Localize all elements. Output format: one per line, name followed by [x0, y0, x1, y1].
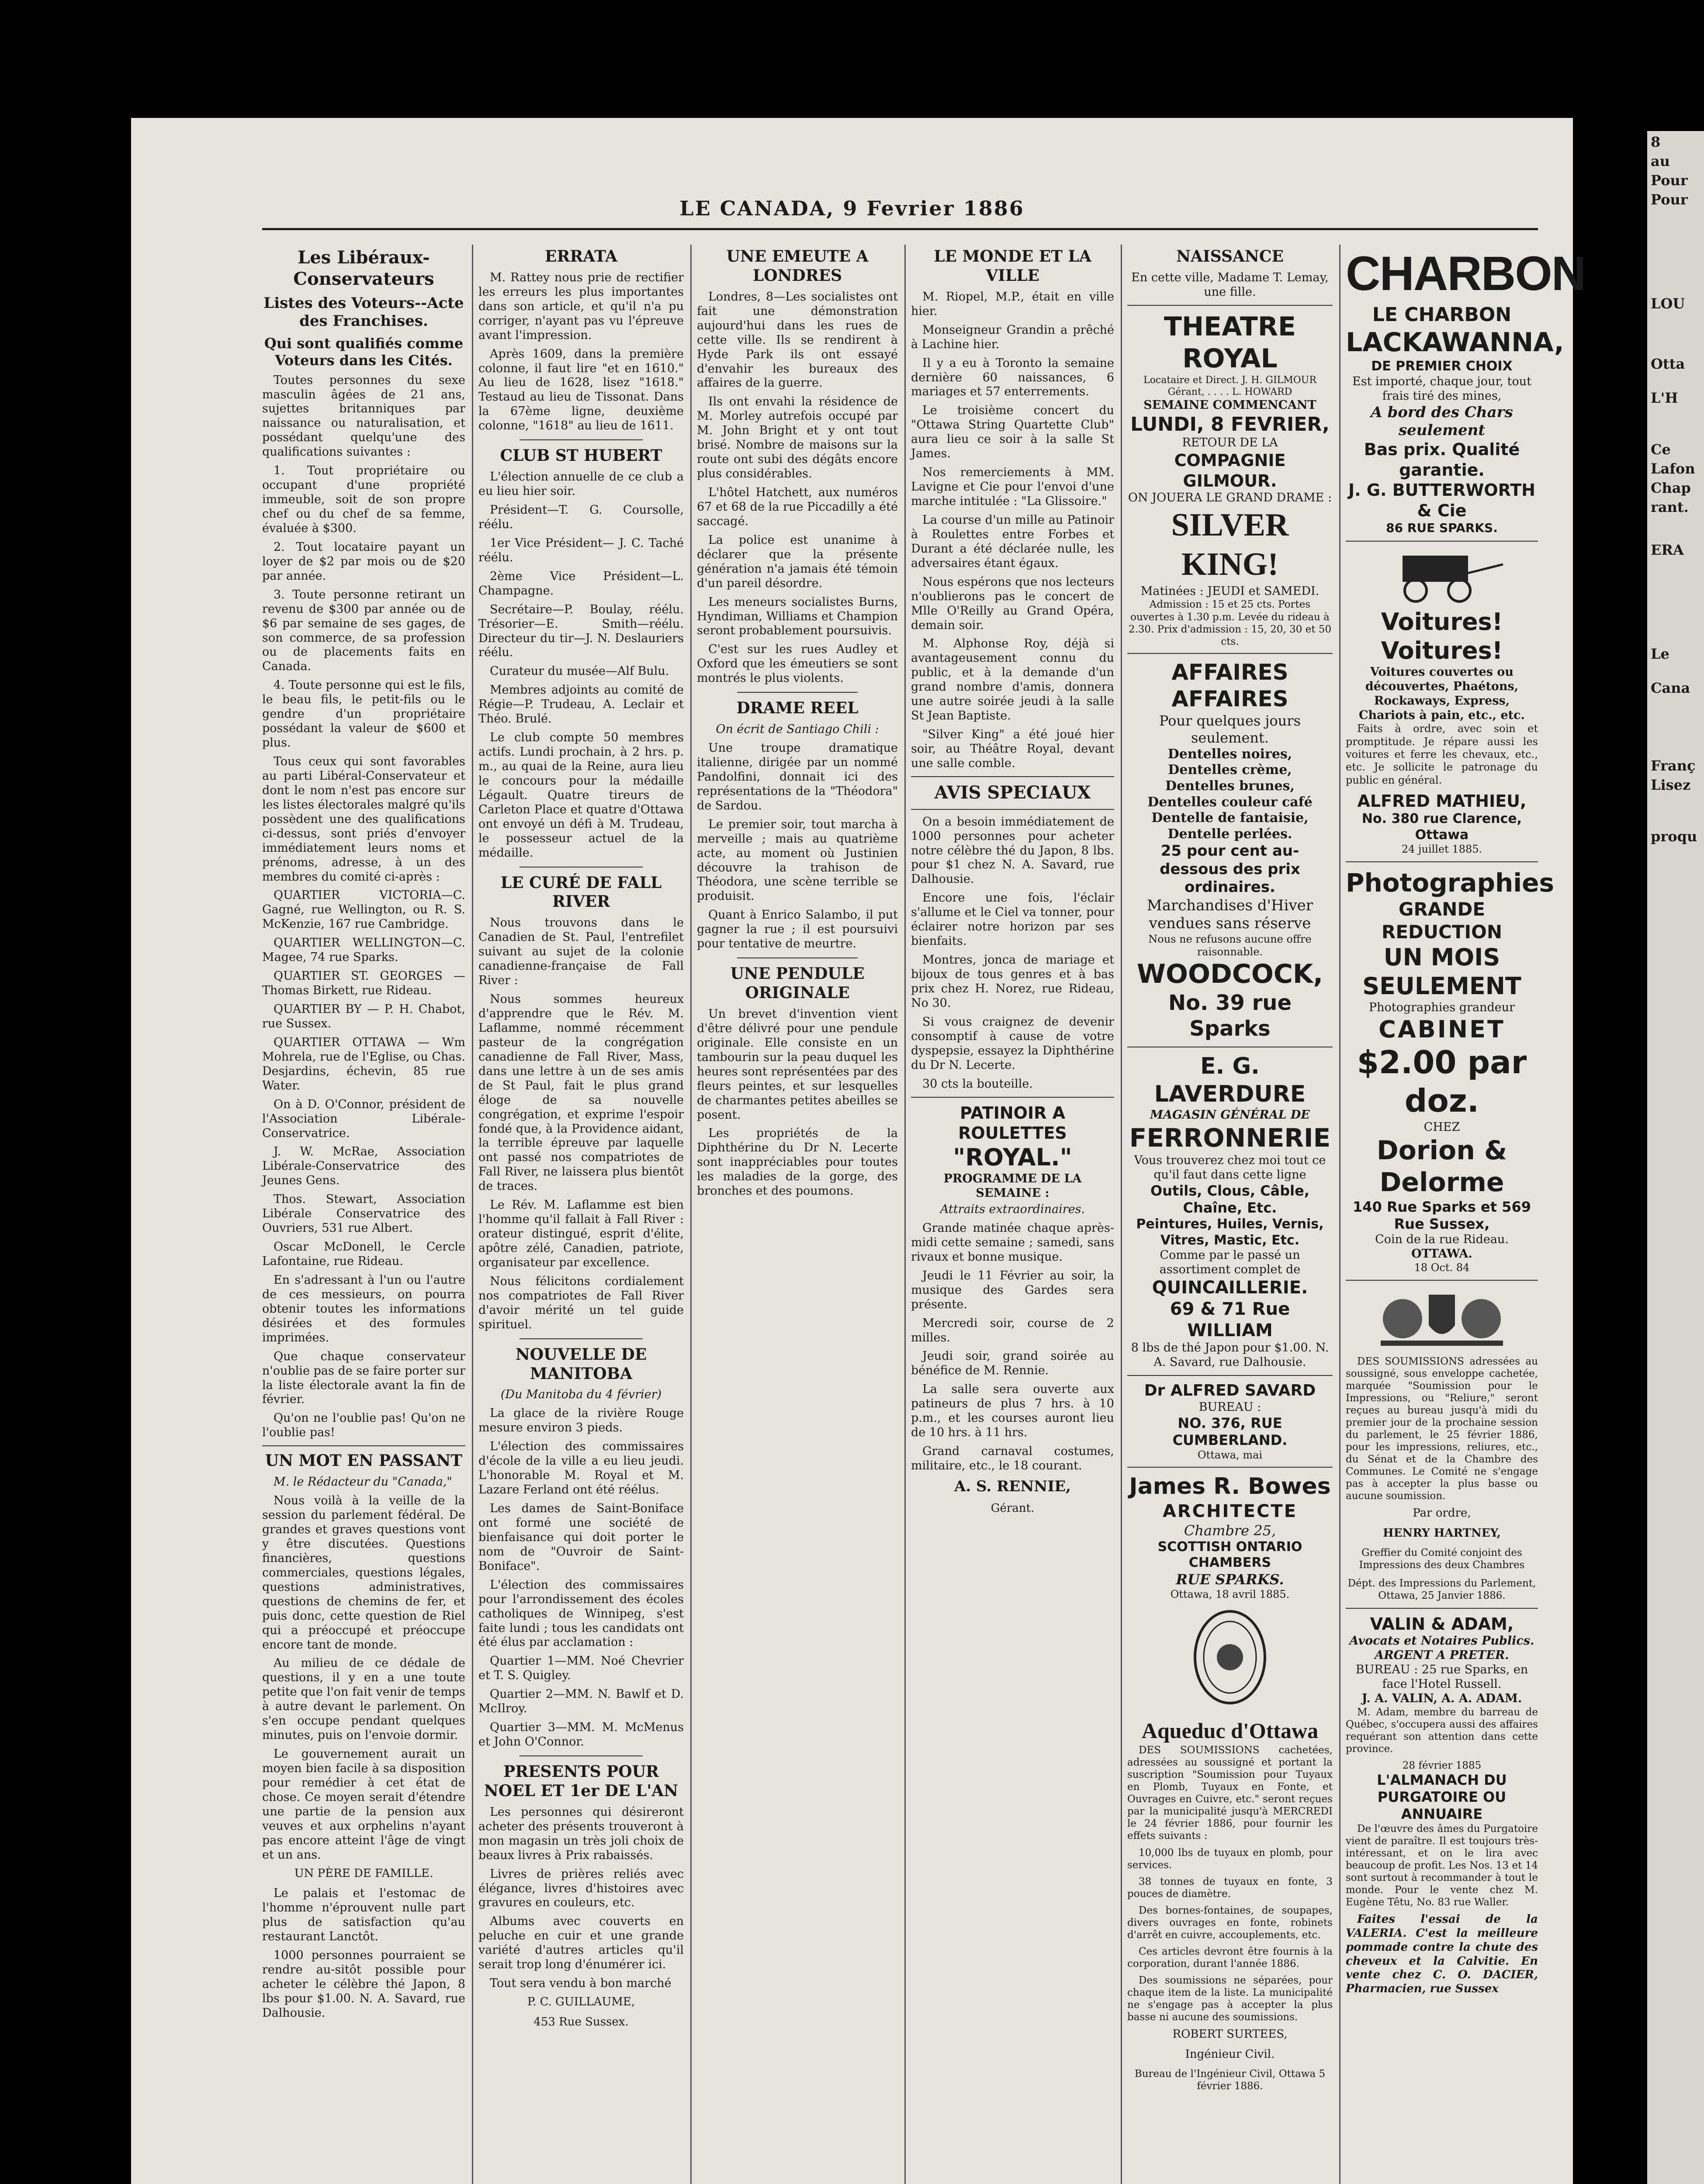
- divider: [1346, 1608, 1538, 1609]
- ad-text: Admission : 15 et 25 cts. Portes ouvertes à 1.30 p.m. Levée du rideau à 2.30. Prix d'admission : 15, 20, 30 et 50 cts.: [1128, 599, 1332, 647]
- paragraph: DES SOUMISSIONS cachetées, adressées au soussigné et portant la suscription "Soumission pour Tuyaux en Plomb, Tuyaux en Fonte, et Ouvrages en Cuivre, etc." seront reçues par la municipalité jusqu'à MERCREDI le 24 février 1886, pour fournir les effets suivants :: [1127, 1745, 1333, 1842]
- ad-headline: E. G. LAVERDURE: [1154, 1053, 1306, 1107]
- paragraph: Président—T. G. Coursolle, réélu.: [478, 503, 684, 531]
- paragraph: Une troupe dramatique italienne, dirigée par un nommé Pandolfini, donnait ici des représentations de la "Théodora" de Sardou.: [697, 741, 898, 812]
- ad-item: Dentelles couleur café: [1147, 794, 1313, 810]
- paragraph: M. Alphonse Roy, déjà si avantageusement connu du public, et à la demande d'un grand nombre d'amis, donnera une autre soirée jeudi à la salle St Jean Baptiste.: [911, 637, 1114, 723]
- divider: [737, 957, 858, 958]
- ad-text: Voitures couvertes ou découvertes, Phaétons, Rockaways, Express, Chariots à pain, etc., etc.: [1359, 665, 1525, 722]
- paragraph: Faits à ordre, avec soin et promptitude. Je répare aussi les voitures et ferre les chevaux, etc., etc. Je sollicite le patronage du public en général.: [1346, 722, 1538, 786]
- ad-headline: L'ALMANACH DU PURGATOIRE OU ANNUAIRE: [1377, 1771, 1507, 1823]
- fragment: Otta: [1651, 356, 1685, 372]
- ad-text: OTTAWA.: [1411, 1247, 1472, 1261]
- ad-item: Dentelle perlées.: [1167, 826, 1292, 842]
- ad-price: $2.00 par doz.: [1357, 1044, 1527, 1120]
- paragraph: 38 tonnes de tuyaux en fonte, 3 pouces de diamètre.: [1127, 1876, 1333, 1900]
- paragraph: Grande matinée chaque après-midi cette semaine ; samedi, sans rivaux et bonne musique.: [911, 1221, 1114, 1264]
- fragment: Le: [1651, 646, 1669, 662]
- paragraph: L'élection des commissaires d'école de la ville a eu lieu jeudi. L'honorable M. Royal et M. Lazare Ferland ont été réélus.: [478, 1440, 684, 1497]
- list-item: Thos. Stewart, Association Libérale Conservatrice des Ouvriers, 531 rue Albert.: [262, 1192, 465, 1235]
- seal-icon: [1127, 1607, 1333, 1711]
- signature: A. S. RENNIE,: [954, 1477, 1071, 1495]
- signature: P. C. GUILLAUME,: [527, 1995, 635, 2009]
- ad-headline: UN MOIS SEULEMENT: [1362, 943, 1521, 1000]
- ad-address: BUREAU : 25 rue Sparks, en face l'Hotel Russell.: [1355, 1662, 1528, 1691]
- paragraph: 1er Vice Président— J. C. Taché réélu.: [478, 536, 684, 564]
- ad-text: A bord des Chars seulement: [1371, 403, 1513, 439]
- paragraph: Quartier 2—MM. N. Bawlf et D. McIlroy.: [478, 1687, 684, 1716]
- divider: [1127, 653, 1333, 654]
- paragraph: Ces articles devront être fournis à la corporation, durant l'année 1886.: [1127, 1946, 1333, 1970]
- divider: [520, 1338, 643, 1339]
- paragraph: Nos remerciements à MM. Lavigne et Cie pour l'envoi d'une marche intitulée : "La Glissoire.": [911, 466, 1114, 508]
- ad-text: J. A. VALIN, A. A. ADAM.: [1361, 1691, 1522, 1705]
- ad-headline: ALFRED MATHIEU,: [1357, 791, 1527, 811]
- column-separator: [1121, 245, 1122, 2184]
- ad-headline: Photographies: [1346, 867, 1555, 898]
- column-separator: [690, 245, 692, 2184]
- column-6: [1346, 245, 1586, 2184]
- paragraph: 2. Tout locataire payant un loyer de $2 par mois ou de $20 par année.: [262, 540, 465, 583]
- signature: UN PÈRE DE FAMILLE.: [294, 1866, 433, 1880]
- paragraph: M. Riopel, M.P., était en ville hier.: [911, 290, 1114, 318]
- paragraph: Des soumissions ne séparées, pour chaque item de la liste. La municipalité ne s'engage pas à accepter la plus basse ni aucune des soumissions.: [1127, 1974, 1333, 2023]
- paragraph: Mercredi soir, course de 2 milles.: [911, 1316, 1114, 1344]
- list-item: QUARTIER ST. GEORGES — Thomas Birkett, rue Rideau.: [262, 969, 465, 998]
- paragraph: C'est sur les rues Audley et Oxford que les émeutiers se sont montrés le plus violents.: [697, 643, 898, 685]
- ad-item: Dentelles noires,: [1167, 746, 1292, 762]
- ad-item: Dentelles crème,: [1168, 762, 1292, 778]
- fragment: Ce: [1651, 441, 1671, 458]
- paragraph: Après 1609, dans la première colonne, il faut lire "et en 1610." Au lieu de 1628, lisez "1618." Testaud au lieu de Tissonat. Dans la 67ème ligne, deuxième colonne, "1618" au lieu de 1611.: [478, 347, 684, 433]
- divider: [911, 776, 1114, 777]
- ad-headline: SILVER KING!: [1171, 507, 1289, 583]
- ad-text: CABINET: [1378, 1015, 1505, 1043]
- fragment: rant.: [1651, 499, 1689, 515]
- paragraph: Des bornes-fontaines, de soupapes, divers ouvrages en fonte, robinets d'arrêt en cuivre, accouplements, etc.: [1127, 1904, 1333, 1941]
- paragraph: Les meneurs socialistes Burns, Hyndiman, Williams et Champion seront probablement poursuivis.: [697, 595, 898, 638]
- ad-headline: LACKAWANNA,: [1346, 327, 1564, 358]
- ad-headline: Dorion & Delorme: [1376, 1135, 1507, 1198]
- paragraph: Tout sera vendu à bon marché: [490, 1977, 672, 1990]
- paragraph: Encore une fois, l'éclair s'allume et le Ciel va tonner, pour éclairer notre horizon par ses bienfaits.: [911, 891, 1114, 948]
- paragraph: Tous ceux qui sont favorables au parti Libéral-Conservateur et dont le nom n'est pas encore sur les listes électorales malgré qu'ils possèdent une des qualifications ci-dessus, sont priés d'envoyer immédiatement leurs noms et prénoms, adresse, à un des membres du comité ci-après :: [262, 755, 465, 884]
- ad-text: Comme par le passé un assortiment complet de: [1159, 1248, 1301, 1277]
- paragraph: 30 cts la bouteille.: [922, 1077, 1033, 1091]
- paragraph: Ils ont envahi la résidence de M. Morley autrefois occupé par M. John Bright et y ont tout brisé. Nombre de maisons sur la route ont subi des dégâts encore plus considérables.: [697, 395, 898, 481]
- paragraph: Que chaque conservateur n'oublie pas de se faire porter sur la liste électorale avant la fin de février.: [262, 1349, 465, 1406]
- fragment: au: [1651, 153, 1670, 169]
- paragraph: En s'adressant à l'un ou l'autre de ces messieurs, on pourra obtenir toutes les informations désirées et des formules imprimées.: [262, 1273, 465, 1344]
- ad-headline: AFFAIRES AFFAIRES: [1171, 659, 1288, 712]
- ad-text: Est importé, chaque jour, tout frais tiré des mines,: [1352, 374, 1531, 403]
- divider: [911, 809, 1114, 810]
- paragraph: Si vous craignez de devenir consomptif à cause de votre dyspepsie, essayez la Diphthérine du Dr N. Lecerte.: [911, 1015, 1114, 1072]
- paragraph: Le premier soir, tout marcha à merveille ; mais au quatrième acte, au moment où Justinien découvre la trahison de Théodora, une scène terrible se produisit.: [697, 817, 898, 903]
- fragment: Franç: [1651, 757, 1696, 774]
- paragraph: Au milieu de ce dédale de questions, il y en a une toute petite que l'on fait venir de temps à autre devant le parlement. On s'en occupe pendant quelques minutes, puis on l'envoie dormir.: [262, 1656, 465, 1742]
- article-title: UNE PENDULE ORIGINALE: [730, 964, 865, 1002]
- ad-headline: J. G. BUTTERWORTH & Cie: [1348, 480, 1535, 520]
- paragraph: Nous félicitons cordialement nos compatriotes de Fall River d'avoir mérité un tel guide spirituel.: [478, 1274, 684, 1331]
- paragraph: La salle sera ouverte aux patineurs de plus 7 hrs. à 10 p.m., et les courses auront lieu de 10 hrs. à 11 hrs.: [911, 1382, 1114, 1440]
- paragraph: En cette ville, Madame T. Lemay, une fille.: [1131, 270, 1329, 299]
- fragment: Pour: [1651, 172, 1688, 189]
- list-item: Oscar McDonell, le Cercle Lafontaine, rue Rideau.: [262, 1240, 465, 1268]
- article-title: ERRATA: [545, 247, 617, 266]
- divider: [262, 1445, 465, 1446]
- paragraph: Le troisième concert du "Ottawa String Quartette Club" aura lieu ce soir à la salle St James.: [911, 404, 1114, 461]
- list-item: QUARTIER BY — P. H. Chabot, rue Sussex.: [262, 1002, 465, 1030]
- fragment: ERA: [1651, 542, 1684, 558]
- ad-address: 140 Rue Sparks et 569 Rue Sussex,: [1353, 1199, 1531, 1233]
- paragraph: Quartier 3—MM. M. McMenus et John O'Connor.: [478, 1721, 684, 1749]
- paragraph: Le palais et l'estomac de l'homme n'éprouvent nulle part plus de satisfaction qu'au restaurant Lanctôt.: [262, 1887, 465, 1944]
- column-separator: [472, 245, 473, 2184]
- paragraph: Secrétaire—P. Boulay, réélu. Trésorier—E. Smith—réélu. Directeur du tir—J. N. Deslauriers réélu.: [478, 602, 684, 660]
- ad-text: SEMAINE COMMENCANT: [1143, 398, 1316, 412]
- paragraph: "Silver King" a été joué hier soir, au Théâtre Royal, devant une salle comble.: [911, 728, 1114, 770]
- article-title: CLUB ST HUBERT: [500, 446, 662, 465]
- divider: [737, 692, 858, 693]
- ad-address: No. 380 rue Clarence, Ottawa: [1361, 811, 1522, 843]
- paragraph: 1000 personnes pourraient se rendre au-sitôt possible pour acheter le célèbre thé Japon, 8 lbs pour $1.00. N. A. Savard, rue Dalhousie.: [262, 1949, 465, 2020]
- address: 453 Rue Sussex.: [533, 2015, 629, 2028]
- ad-date: Ottawa, 18 avril 1885.: [1170, 1588, 1290, 1600]
- ad-text: 25 pour cent au-dessous des prix ordinaires.: [1160, 842, 1300, 896]
- ad-text: LE CHARBON: [1372, 304, 1512, 326]
- ad-title: THEATRE ROYAL: [1164, 311, 1296, 374]
- column-2: [478, 245, 684, 2184]
- paragraph: Jeudi le 11 Février au soir, la musique des Gardes sera présente.: [911, 1268, 1114, 1311]
- article-subtitle: (Du Manitoba du 4 février): [500, 1388, 662, 1402]
- coat-of-arms-icon: [1346, 1286, 1538, 1355]
- paragraph: La police est unanime à déclarer que la présente génération n'a jamais été témoin d'un pareil désordre.: [697, 533, 898, 590]
- ad-text: Chambre 25,: [1184, 1522, 1276, 1539]
- article-subtitle: On écrit de Santiago Chili :: [716, 722, 879, 736]
- ad-address: RUE SPARKS.: [1176, 1571, 1284, 1588]
- paragraph: Quant à Enrico Salambo, il put gagner la rue ; il est poursuivi pour tentative de meurtre.: [697, 908, 898, 951]
- ad-text: 8 lbs de thé Japon pour $1.00. N. A. Savard, rue Dalhousie.: [1131, 1341, 1329, 1369]
- fragment: L'H: [1651, 390, 1678, 406]
- ad-text: Bas prix. Qualité garantie.: [1364, 440, 1520, 480]
- fragment: Lafon: [1651, 460, 1695, 477]
- ad-text: Matinées : JEUDI et SAMEDI.: [1140, 584, 1320, 598]
- paragraph: Le Rév. M. Laflamme est bien l'homme qu'il fallait à Fall River : orateur distingué, esprit d'élite, apôtre zélé, Canadien, patriote, organisateur par excellence.: [478, 1198, 684, 1269]
- ad-text: COMPAGNIE GILMOUR.: [1174, 451, 1286, 491]
- ad-text: CHEZ: [1423, 1120, 1460, 1134]
- divider: [1127, 305, 1333, 306]
- ad-date: 28 février 1885: [1402, 1759, 1482, 1771]
- paragraph: Il y a eu à Toronto la semaine dernière 60 naissances, 6 mariages et 57 enterrements.: [911, 356, 1114, 399]
- ad-text: RETOUR DE LA: [1182, 436, 1278, 450]
- paragraph: Les dames de Saint-Boniface ont formé une société de bienfaisance qui doit porter le nom de "Ouvroir de Saint-Boniface".: [478, 1502, 684, 1573]
- program-subtitle: Attraits extraordinaires.: [940, 1203, 1085, 1216]
- col1-subtitle2: Qui sont qualifiés comme Voteurs dans les Cités.: [264, 335, 464, 369]
- ad-address: NO. 376, RUE CUMBERLAND.: [1172, 1415, 1288, 1449]
- paragraph: Londres, 8—Les socialistes ont fait une démonstration aujourd'hui dans les rues de cette ville. Ils se rendirent à Hyde Park ils ont essayé d'envahir les bureaux des affaires de la guerre.: [697, 290, 898, 390]
- ad-text: Vous trouverez chez moi tout ce qu'il faut dans cette ligne: [1134, 1154, 1326, 1182]
- ad-text: Nous ne refusons aucune offre raisonnable.: [1148, 933, 1312, 958]
- paragraph: L'élection annuelle de ce club a eu lieu hier soir.: [478, 470, 684, 498]
- ad-text: BUREAU :: [1198, 1400, 1261, 1414]
- signature: HENRY HARTNEY,: [1383, 1526, 1501, 1540]
- ad-address: 86 RUE SPARKS.: [1386, 520, 1498, 535]
- article-title: UN MOT EN PASSANT: [265, 1451, 463, 1470]
- ad-date: Bureau de l'Ingénieur Civil, Ottawa 5 février 1886.: [1134, 2068, 1326, 2092]
- ad-item: Dentelle de fantaisie,: [1151, 810, 1309, 826]
- ad-text: Faites l'essai de la VALERIA. C'est la meilleure pommade contre la chute des cheveux et la Calvitie. En vente chez C. O. DACIER, Pharmacien, rue Sussex: [1346, 1913, 1538, 1995]
- paragraph: Nous sommes heureux d'apprendre que le Rév. M. Laflamme, nommé récemment pasteur de la congrégation canadienne de Fall River, Mass, dans une lettre à un de ses amis de St Paul, fait le plus grand éloge de sa nouvelle congrégation, et exprime l'espoir fondé que, à la Providence aidant, la terrible épreuve par laquelle ont passé nos compatriotes de Fall River, ne laissera plus bientôt de traces.: [478, 992, 684, 1193]
- ad-text: Pour quelques jours seulement.: [1159, 712, 1301, 746]
- ad-date: 18 Oct. 84: [1414, 1261, 1470, 1274]
- list-item: QUARTIER VICTORIA—C. Gagné, rue Wellington, ou R. S. McKenzie, 167 rue Cambridge.: [262, 888, 465, 931]
- ad-text: Peintures, Huiles, Vernis, Vitres, Mastic, Etc.: [1136, 1216, 1324, 1248]
- paragraph: Curateur du musée—Alf Bulu.: [490, 664, 669, 678]
- fragment: LOU: [1651, 295, 1685, 312]
- fragment: Cana: [1651, 680, 1690, 696]
- ad-text: GRANDE REDUCTION: [1382, 898, 1502, 943]
- paragraph: Monseigneur Grandin a prêché à Lachine hier.: [911, 323, 1114, 351]
- paragraph: M. Adam, membre du barreau de Québec, s'occupera aussi des affaires requérant son attention dans cette province.: [1346, 1706, 1538, 1755]
- ad-item: Dentelles brunes,: [1165, 778, 1295, 794]
- ad-text: SCOTTISH ONTARIO CHAMBERS: [1157, 1539, 1302, 1571]
- paragraph: La glace de la rivière Rouge mesure environ 3 pieds.: [478, 1406, 684, 1435]
- signature: Par ordre,: [1413, 1507, 1471, 1520]
- ad-address: 69 & 71 Rue WILLIAM: [1170, 1299, 1290, 1341]
- paragraph: Albums avec couverts en peluche en cuir et une grande variété d'autres articles qu'il serait trop long d'énumérer ici.: [478, 1914, 684, 1972]
- carriage-icon: [1346, 547, 1538, 608]
- paragraph: 3. Toute personne retirant un revenu de $300 par année ou de $6 par semaine de ses gages, de son commerce, de sa profession ou de placements faits en Canada.: [262, 587, 465, 674]
- ad-text: Coin de la rue Rideau.: [1375, 1233, 1509, 1247]
- article-title: PRESENTS POUR NOEL ET 1er DE L'AN: [484, 1762, 679, 1800]
- ad-text: Avocats et Notaires Publics.: [1349, 1634, 1534, 1648]
- list-item: QUARTIER WELLINGTON—C. Magee, 74 rue Sparks.: [262, 936, 465, 964]
- paragraph: Toutes personnes du sexe masculin âgées de 21 ans, sujettes britanniques par naissance ou naturalisation, et possédant quelqu'une des qualifications suivantes :: [262, 373, 465, 459]
- column-3: [697, 245, 898, 2184]
- ad-headline: Dr ALFRED SAVARD: [1144, 1382, 1316, 1400]
- salutation: M. le Rédacteur du "Canada,": [274, 1475, 452, 1489]
- column-1: [262, 245, 465, 2184]
- ad-text: Marchandises d'Hiver vendues sans réserve: [1146, 896, 1313, 933]
- ad-text: Photographies grandeur: [1368, 1000, 1515, 1014]
- divider: [520, 439, 643, 440]
- fragment: Lisez: [1651, 777, 1691, 793]
- list-item: J. W. McRae, Association Libérale-Conservatrice des Jeunes Gens.: [262, 1145, 465, 1188]
- header-rule: [262, 228, 1538, 230]
- paragraph: Un brevet d'invention vient d'être délivré pour une pendule originale. Elle consiste en un tambourin sur la peau duquel les heures sont représentées par des fleurs peintes, et sur lesquelles de charmantes petites abeilles se posent.: [697, 1007, 898, 1122]
- divider: [1127, 1467, 1333, 1468]
- paragraph: Grand carnaval costumes, militaire, etc., le 18 courant.: [911, 1444, 1114, 1473]
- col1-subtitle: Listes des Voteurs--Acte des Franchises.: [263, 294, 464, 330]
- ad-headline: FERRONNERIE: [1129, 1123, 1331, 1153]
- ad-title: PATINOIR A ROULETTES: [958, 1103, 1067, 1143]
- fragment: Pour: [1651, 191, 1688, 208]
- signature-role: Greffier du Comité conjoint des Impressions des deux Chambres: [1359, 1547, 1525, 1571]
- ad-text: ARCHITECTE: [1162, 1501, 1298, 1521]
- paragraph: La course d'un mille au Patinoir à Roulettes entre Forbes et Durant a été déclarée nulle, les adversaires étant égaux.: [911, 513, 1114, 570]
- divider: [520, 1755, 643, 1756]
- paragraph: De l'œuvre des âmes du Purgatoire vient de paraître. Il est toujours très-intéressant, et on le lira avec beaucoup de profit. Les Nos. 13 et 14 sont surtout à recommander à tout le monde. Pour le vente chez M. Eugène Têtu, No. 83 rue Waller.: [1346, 1823, 1538, 1908]
- program-title: PROGRAMME DE LA SEMAINE :: [943, 1172, 1082, 1200]
- ad-headline: CHARBON: [1346, 247, 1586, 301]
- paragraph: 2ème Vice Président—L. Champagne.: [478, 569, 684, 598]
- paragraph: Nous voilà à la veille de la session du parlement fédéral. De grandes et graves questions vont y être discutées. Questions financières, questions commerciales, questions légales, questions administratives, questions de chemins de fer, et puis donc, cette question de Riel qui a préoccupé et préoccupe encore tant de monde.: [262, 1494, 465, 1652]
- signature: ROBERT SURTEES,: [1172, 2028, 1288, 2041]
- paragraph: On a besoin immédiatement de 1000 personnes pour acheter notre célèbre thé du Japon, 8 lbs. pour $1 chez N. A. Savard, rue Dalhousie.: [911, 815, 1114, 886]
- paragraph: Le club compte 50 membres actifs. Lundi prochain, à 2 hrs. p. m., au quai de la Reine, aura lieu le concours pour la médaille Légault. Quatre tireurs de Carleton Place et quatre d'Ottawa ont envoyé un défi à M. Trudeau, le possesseur actuel de la médaille.: [478, 731, 684, 860]
- newspaper-page: [131, 118, 1586, 2184]
- fragment: Chap: [1651, 480, 1691, 496]
- article-title: AVIS SPECIAUX: [934, 782, 1091, 803]
- ad-date: Dépt. des Impressions du Parlement, Ottawa, 25 Janvier 1886.: [1347, 1577, 1536, 1601]
- paragraph: Nous espérons que nos lecteurs n'oublierons pas le concert de Mlle O'Reilly au Grand Opéra, demain soir.: [911, 575, 1114, 632]
- paragraph: M. Rattey nous prie de rectifier les erreurs les plus importantes dans son article, et qu'il n'a pu corriger, n'ayant pas vu l'épreuve avant l'impression.: [478, 270, 684, 342]
- divider: [911, 1097, 1114, 1098]
- paragraph: 4. Toute personne qui est le fils, le beau fils, le petit-fils ou le gendre d'un propriétaire possédant la valeur de $600 et plus.: [262, 678, 465, 750]
- ad-headline: WOODCOCK,: [1136, 959, 1323, 990]
- paragraph: 1. Tout propriétaire ou occupant d'une propriété immeuble, soit de son propre chef ou du chef de sa femme, évaluée à $300.: [262, 464, 465, 535]
- ad-text: ARGENT A PRETER.: [1375, 1648, 1509, 1662]
- ad-name: "ROYAL.": [953, 1144, 1072, 1171]
- paragraph: L'hôtel Hatchett, aux numéros 67 et 68 de la rue Piccadilly a été saccagé.: [697, 486, 898, 528]
- paragraph: Membres adjoints au comité de Régie—P. Trudeau, A. Leclair et Théo. Brulé.: [478, 683, 684, 726]
- fragment: 8: [1651, 134, 1661, 150]
- ad-text: DE PREMIER CHOIX: [1371, 359, 1513, 374]
- ad-text: ON JOUERA LE GRAND DRAME :: [1128, 491, 1332, 505]
- paragraph: Quartier 1—MM. Noé Chevrier et T. S. Quigley.: [478, 1654, 684, 1683]
- list-item: On à D. O'Connor, président de l'Association Libérale-Conservatrice.: [262, 1097, 465, 1140]
- signature-role: Ingénieur Civil.: [1185, 2047, 1275, 2061]
- paragraph: DES SOUMISSIONS adressées au soussigné, sous enveloppe cachetée, marquée "Soumission pour le Impressions, ou "Reliure," seront reçues au bureau jusqu'à midi du premier jour de la prochaine session du parlement, le 25 février 1886, pour les impressions, reliures, etc., du Sénat et de la Chambre des Communes. Le Comité ne s'engage pas à accepter la plus basse ou aucune soumission.: [1346, 1355, 1538, 1502]
- ad-text: Outils, Clous, Câble, Chaîne, Etc.: [1150, 1182, 1309, 1216]
- ad-headline: QUINCAILLERIE.: [1152, 1278, 1308, 1298]
- article-title: LE CURÉ DE FALL RIVER: [500, 873, 662, 911]
- list-item: QUARTIER OTTAWA — Wm Mohrela, rue de l'Eglise, ou Chas. Desjardins, échevin, 85 rue Water.: [262, 1035, 465, 1092]
- article-title: LE MONDE ET LA VILLE: [934, 247, 1091, 285]
- adjacent-page-strip: [1647, 131, 1704, 2184]
- paragraph: Le gouvernement aurait un moyen bien facile à sa disposition pour remédier à cet état de chose. Ce moyen serait d'étendre une partie de la pension aux veuves et aux orphelins n'ayant pas encore atteint l'âge de vingt et un ans.: [262, 1747, 465, 1862]
- ad-address: No. 39 rue Sparks: [1168, 991, 1292, 1041]
- column-5: [1127, 245, 1333, 2184]
- divider: [1346, 541, 1538, 542]
- divider: [1346, 861, 1538, 862]
- paragraph: Livres de prières reliés avec élégance, livres d'histoires avec gravures en couleurs, etc.: [478, 1867, 684, 1910]
- divider: [1127, 1375, 1333, 1376]
- article-title: NOUVELLE DE MANITOBA: [515, 1345, 647, 1383]
- paragraph: Montres, jonca de mariage et bijoux de tous genres et à bas prix chez H. Norez, rue Rideau, No 30.: [911, 953, 1114, 1010]
- paragraph: L'élection des commissaires pour l'arrondissement des écoles catholiques de Winnipeg, s'est faite lundi ; tous les candidats ont été élus par acclamation :: [478, 1578, 684, 1649]
- column-4: [911, 245, 1114, 2184]
- column-separator: [1339, 245, 1340, 2184]
- divider: [1346, 1280, 1538, 1281]
- article-title: NAISSANCE: [1176, 247, 1284, 266]
- ad-date: 24 juillet 1885.: [1401, 843, 1482, 856]
- col1-title: Les Libéraux-Conservateurs: [293, 247, 434, 289]
- column-separator: [904, 245, 906, 2184]
- ad-headline: VALIN & ADAM,: [1370, 1614, 1514, 1634]
- ad-headline: James R. Bowes: [1129, 1473, 1331, 1500]
- ad-text: Ottawa, mai: [1197, 1449, 1263, 1462]
- paragraph: Nous trouvons dans le Canadien de St. Paul, l'entrefilet suivant au sujet de la colonie canadienne-française de Fall River :: [478, 916, 684, 988]
- article-title: DRAME REEL: [736, 699, 859, 718]
- paragraph: Qu'on ne l'oublie pas! Qu'on ne l'oublie pas!: [262, 1411, 465, 1440]
- paragraph: Les propriétés de la Diphthérine du Dr N. Lecerte sont inappréciables pour toutes les maladies de la gorge, des bronches et des poumons.: [697, 1127, 898, 1198]
- ad-headline: Aqueduc d'Ottawa: [1141, 1718, 1319, 1743]
- page-header: LE CANADA, 9 Fevrier 1886: [679, 197, 1025, 220]
- fragment: proqu: [1651, 828, 1697, 845]
- article-title: UNE EMEUTE A LONDRES: [726, 247, 869, 285]
- paragraph: 10,000 lbs de tuyaux en plomb, pour services.: [1127, 1847, 1333, 1871]
- paragraph: Jeudi soir, grand soirée au bénéfice de M. Rennie.: [911, 1349, 1114, 1378]
- signature-role: Gérant.: [991, 1502, 1035, 1515]
- ad-text: MAGASIN GÉNÉRAL DE: [1150, 1108, 1310, 1122]
- ad-headline: Voitures! Voitures!: [1381, 608, 1503, 664]
- ad-text: Locataire et Direct. J. H. GILMOUR Gérant, . . . . L. HOWARD: [1143, 375, 1316, 397]
- ad-date: LUNDI, 8 FEVRIER,: [1130, 413, 1330, 435]
- paragraph: Les personnes qui désireront acheter des présents trouveront à mon magasin un très joli choix de beaux livres à Prix rabaissés.: [478, 1805, 684, 1862]
